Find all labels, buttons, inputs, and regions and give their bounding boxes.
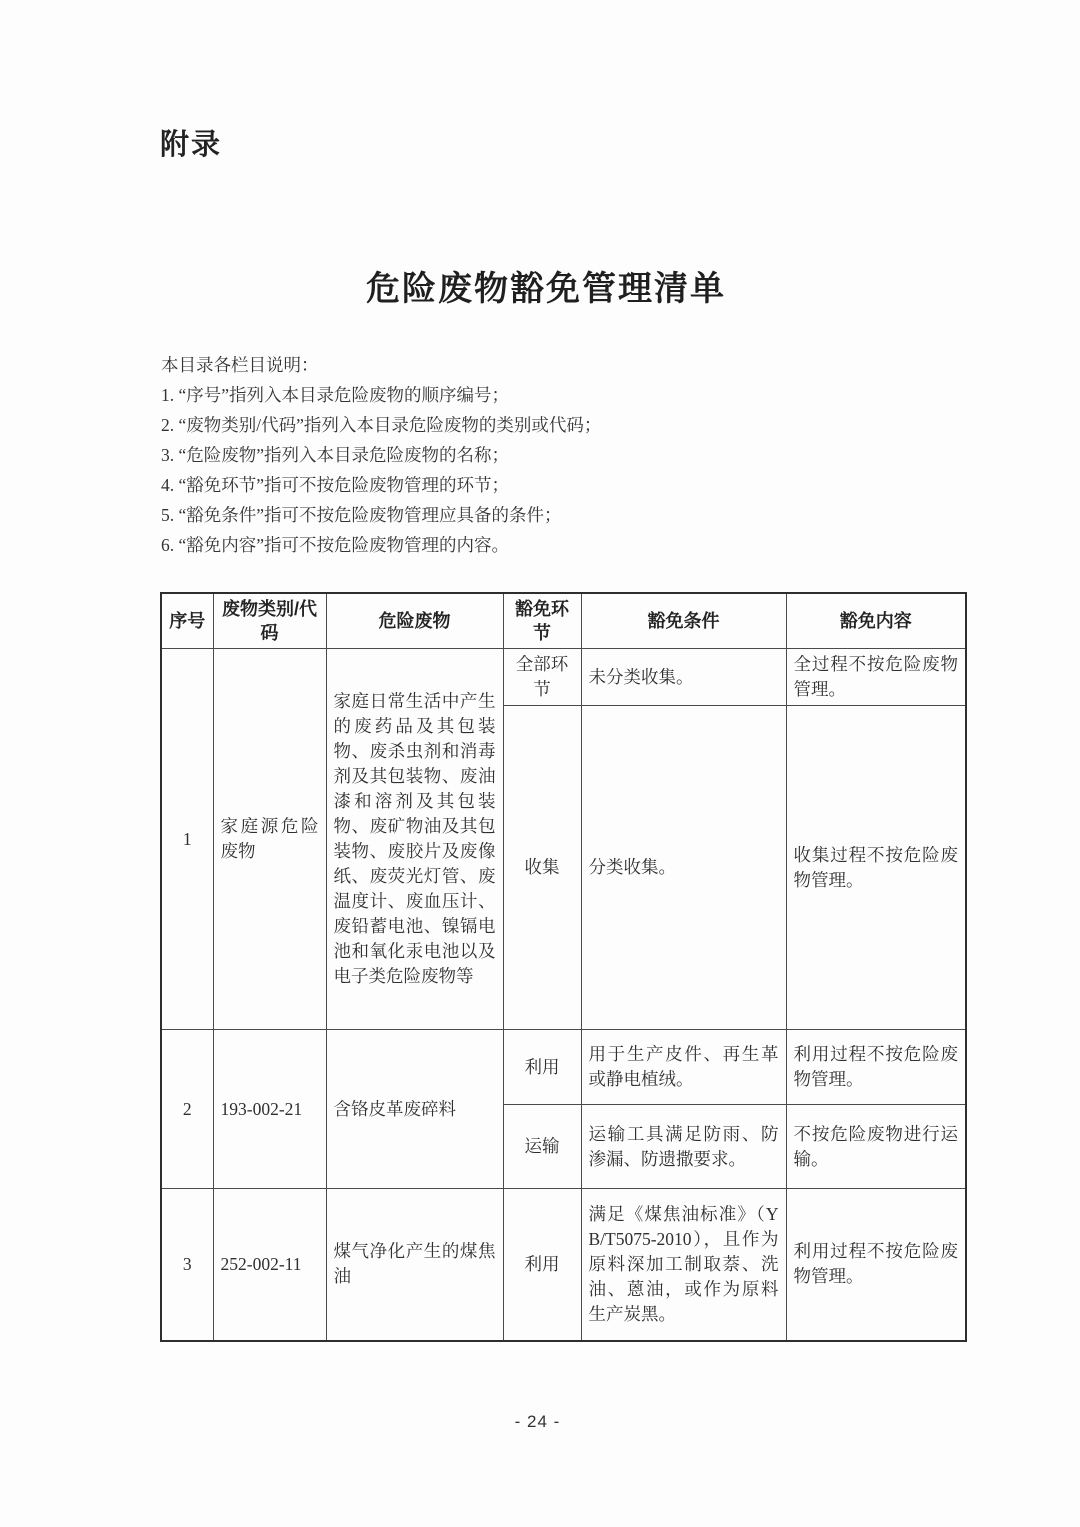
cell-category-1: 家庭源危险废物 xyxy=(213,649,326,1030)
cell-content-2a: 利用过程不按危险废物管理。 xyxy=(786,1030,966,1105)
col-header-no: 序号 xyxy=(161,593,213,649)
cell-waste-1: 家庭日常生活中产生的废药品及其包装物、废杀虫剂和消毒剂及其包装物、废油漆和溶剂及其包装物、废矿物油及其包装物、废胶片及废像纸、废荧光灯管、废温度计、废血压计、废铅蓄电池、镍镉电池和氧化汞电池以及电子类危险废物等 xyxy=(326,649,503,1030)
page-number: - 24 - xyxy=(514,1412,561,1431)
note-item-6: 6. “豁免内容”指可不按危险废物管理的内容。 xyxy=(161,535,510,555)
cell-stage-3: 利用 xyxy=(503,1189,581,1341)
cell-no-2: 2 xyxy=(161,1030,213,1189)
table-row-3 xyxy=(161,1189,966,1341)
cell-stage-1b: 收集 xyxy=(503,706,581,1030)
note-item-1: 1. “序号”指列入本目录危险废物的顺序编号； xyxy=(161,385,510,405)
cell-waste-3: 煤气净化产生的煤焦油 xyxy=(326,1189,503,1341)
cell-condition-3: 满足《煤焦油标准》（YB/T5075-2010），且作为原料深加工制取萘、洗油、蒽油，或作为原料生产炭黑。 xyxy=(581,1189,786,1341)
cell-content-1a: 全过程不按危险废物管理。 xyxy=(786,649,966,706)
cell-stage-2a: 利用 xyxy=(503,1030,581,1105)
cell-condition-1b: 分类收集。 xyxy=(581,706,786,1030)
table-header-row xyxy=(161,593,966,649)
cell-stage-2b: 运输 xyxy=(503,1105,581,1189)
col-header-category: 废物类别/代码 xyxy=(213,593,326,649)
cell-waste-2: 含铬皮革废碎料 xyxy=(326,1030,503,1189)
cell-no-1: 1 xyxy=(161,649,213,1030)
col-header-stage: 豁免环节 xyxy=(503,593,581,649)
cell-content-3: 利用过程不按危险废物管理。 xyxy=(786,1189,966,1341)
cell-content-1b: 收集过程不按危险废物管理。 xyxy=(786,706,966,1030)
cell-content-2b: 不按危险废物进行运输。 xyxy=(786,1105,966,1189)
appendix-label: 附录 xyxy=(160,129,223,161)
note-item-4: 4. “豁免环节”指可不按危险废物管理的环节； xyxy=(161,475,510,495)
page-title: 危险废物豁免管理清单 xyxy=(366,269,726,308)
table-row-1a xyxy=(161,649,966,706)
exemption-table xyxy=(160,592,967,1342)
cell-condition-2b: 运输工具满足防雨、防渗漏、防遗撒要求。 xyxy=(581,1105,786,1189)
cell-no-3: 3 xyxy=(161,1189,213,1341)
note-item-2: 2. “废物类别/代码”指列入本目录危险废物的类别或代码； xyxy=(161,415,602,435)
cell-stage-1a: 全部环节 xyxy=(503,649,581,706)
notes-section xyxy=(161,350,851,560)
exemption-table-wrapper xyxy=(160,592,967,1342)
table-row-2a xyxy=(161,1030,966,1105)
col-header-content: 豁免内容 xyxy=(786,593,966,649)
cell-category-3: 252-002-11 xyxy=(213,1189,326,1341)
col-header-waste: 危险废物 xyxy=(326,593,503,649)
col-header-condition: 豁免条件 xyxy=(581,593,786,649)
cell-condition-2a: 用于生产皮件、再生革或静电植绒。 xyxy=(581,1030,786,1105)
cell-category-2: 193-002-21 xyxy=(213,1030,326,1189)
note-item-3: 3. “危险废物”指列入本目录危险废物的名称； xyxy=(161,445,510,465)
note-item-5: 5. “豁免条件”指可不按危险废物管理应具备的条件； xyxy=(161,505,562,525)
cell-condition-1a: 未分类收集。 xyxy=(581,649,786,706)
notes-intro: 本目录各栏目说明： xyxy=(161,355,319,375)
